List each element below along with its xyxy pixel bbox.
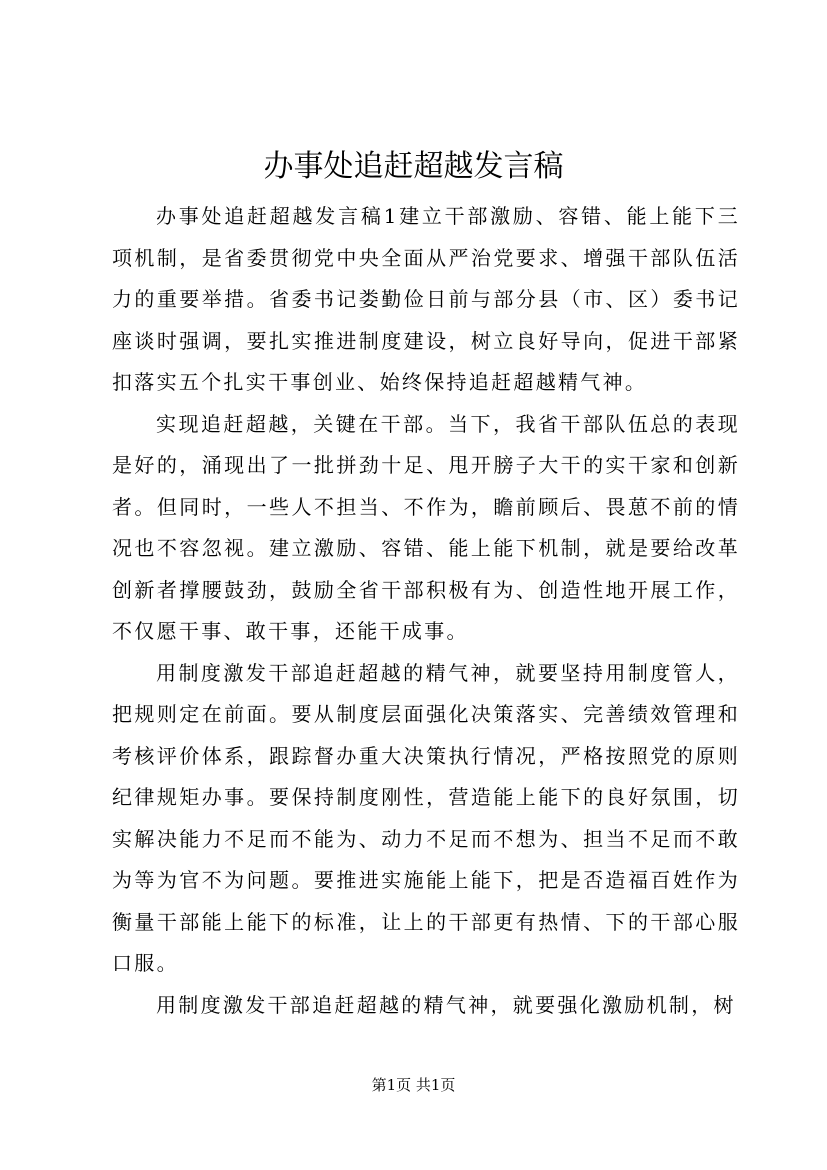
page-footer: 第1页 共1页 (371, 1076, 456, 1094)
document-title: 办事处追赶超越发言稿 (263, 149, 564, 184)
paragraph: 办事处追赶超越发言稿1建立干部激励、容错、能上能下三项机制，是省委贯彻党中央全面从严治党要求、增强干部队伍活力的重要举措。省委书记娄勤俭日前与部分县（市、区）委书记座谈时强调，要扎实推进制度建设，树立良好导向，促进干部紧扣落实五个扎实干事创业、始终保持追赶超越精气神。 (112, 204, 740, 394)
paragraph: 用制度激发干部追赶超越的精气神，就要坚持用制度管人，把规则定在前面。要从制度层面强化决策落实、完善绩效管理和考核评价体系，跟踪督办重大决策执行情况，严格按照党的原则纪律规矩办事。要保持制度刚性，营造能上能下的良好氛围，切实解决能力不足而不能为、动力不足而不想为、担当不足而不敢为等为官不为问题。要推进实施能上能下，把是否造福百姓作为衡量干部能上能下的标准，让上的干部更有热情、下的干部心服口服。 (112, 660, 740, 975)
document-body (112, 196, 740, 1026)
paragraph: 用制度激发干部追赶超越的精气神，就要强化激励机制，树 (156, 992, 736, 1017)
paragraph: 实现追赶超越，关键在干部。当下，我省干部队伍总的表现是好的，涌现出了一批拼劲十足、甩开膀子大干的实干家和创新者。但同时，一些人不担当、不作为，瞻前顾后、畏葸不前的情况也不容忽视。建立激励、容错、能上能下机制，就是要给改革创新者撑腰鼓劲，鼓励全省干部积极有为、创造性地开展工作，不仅愿干事、敢干事，还能干成事。 (112, 411, 740, 643)
